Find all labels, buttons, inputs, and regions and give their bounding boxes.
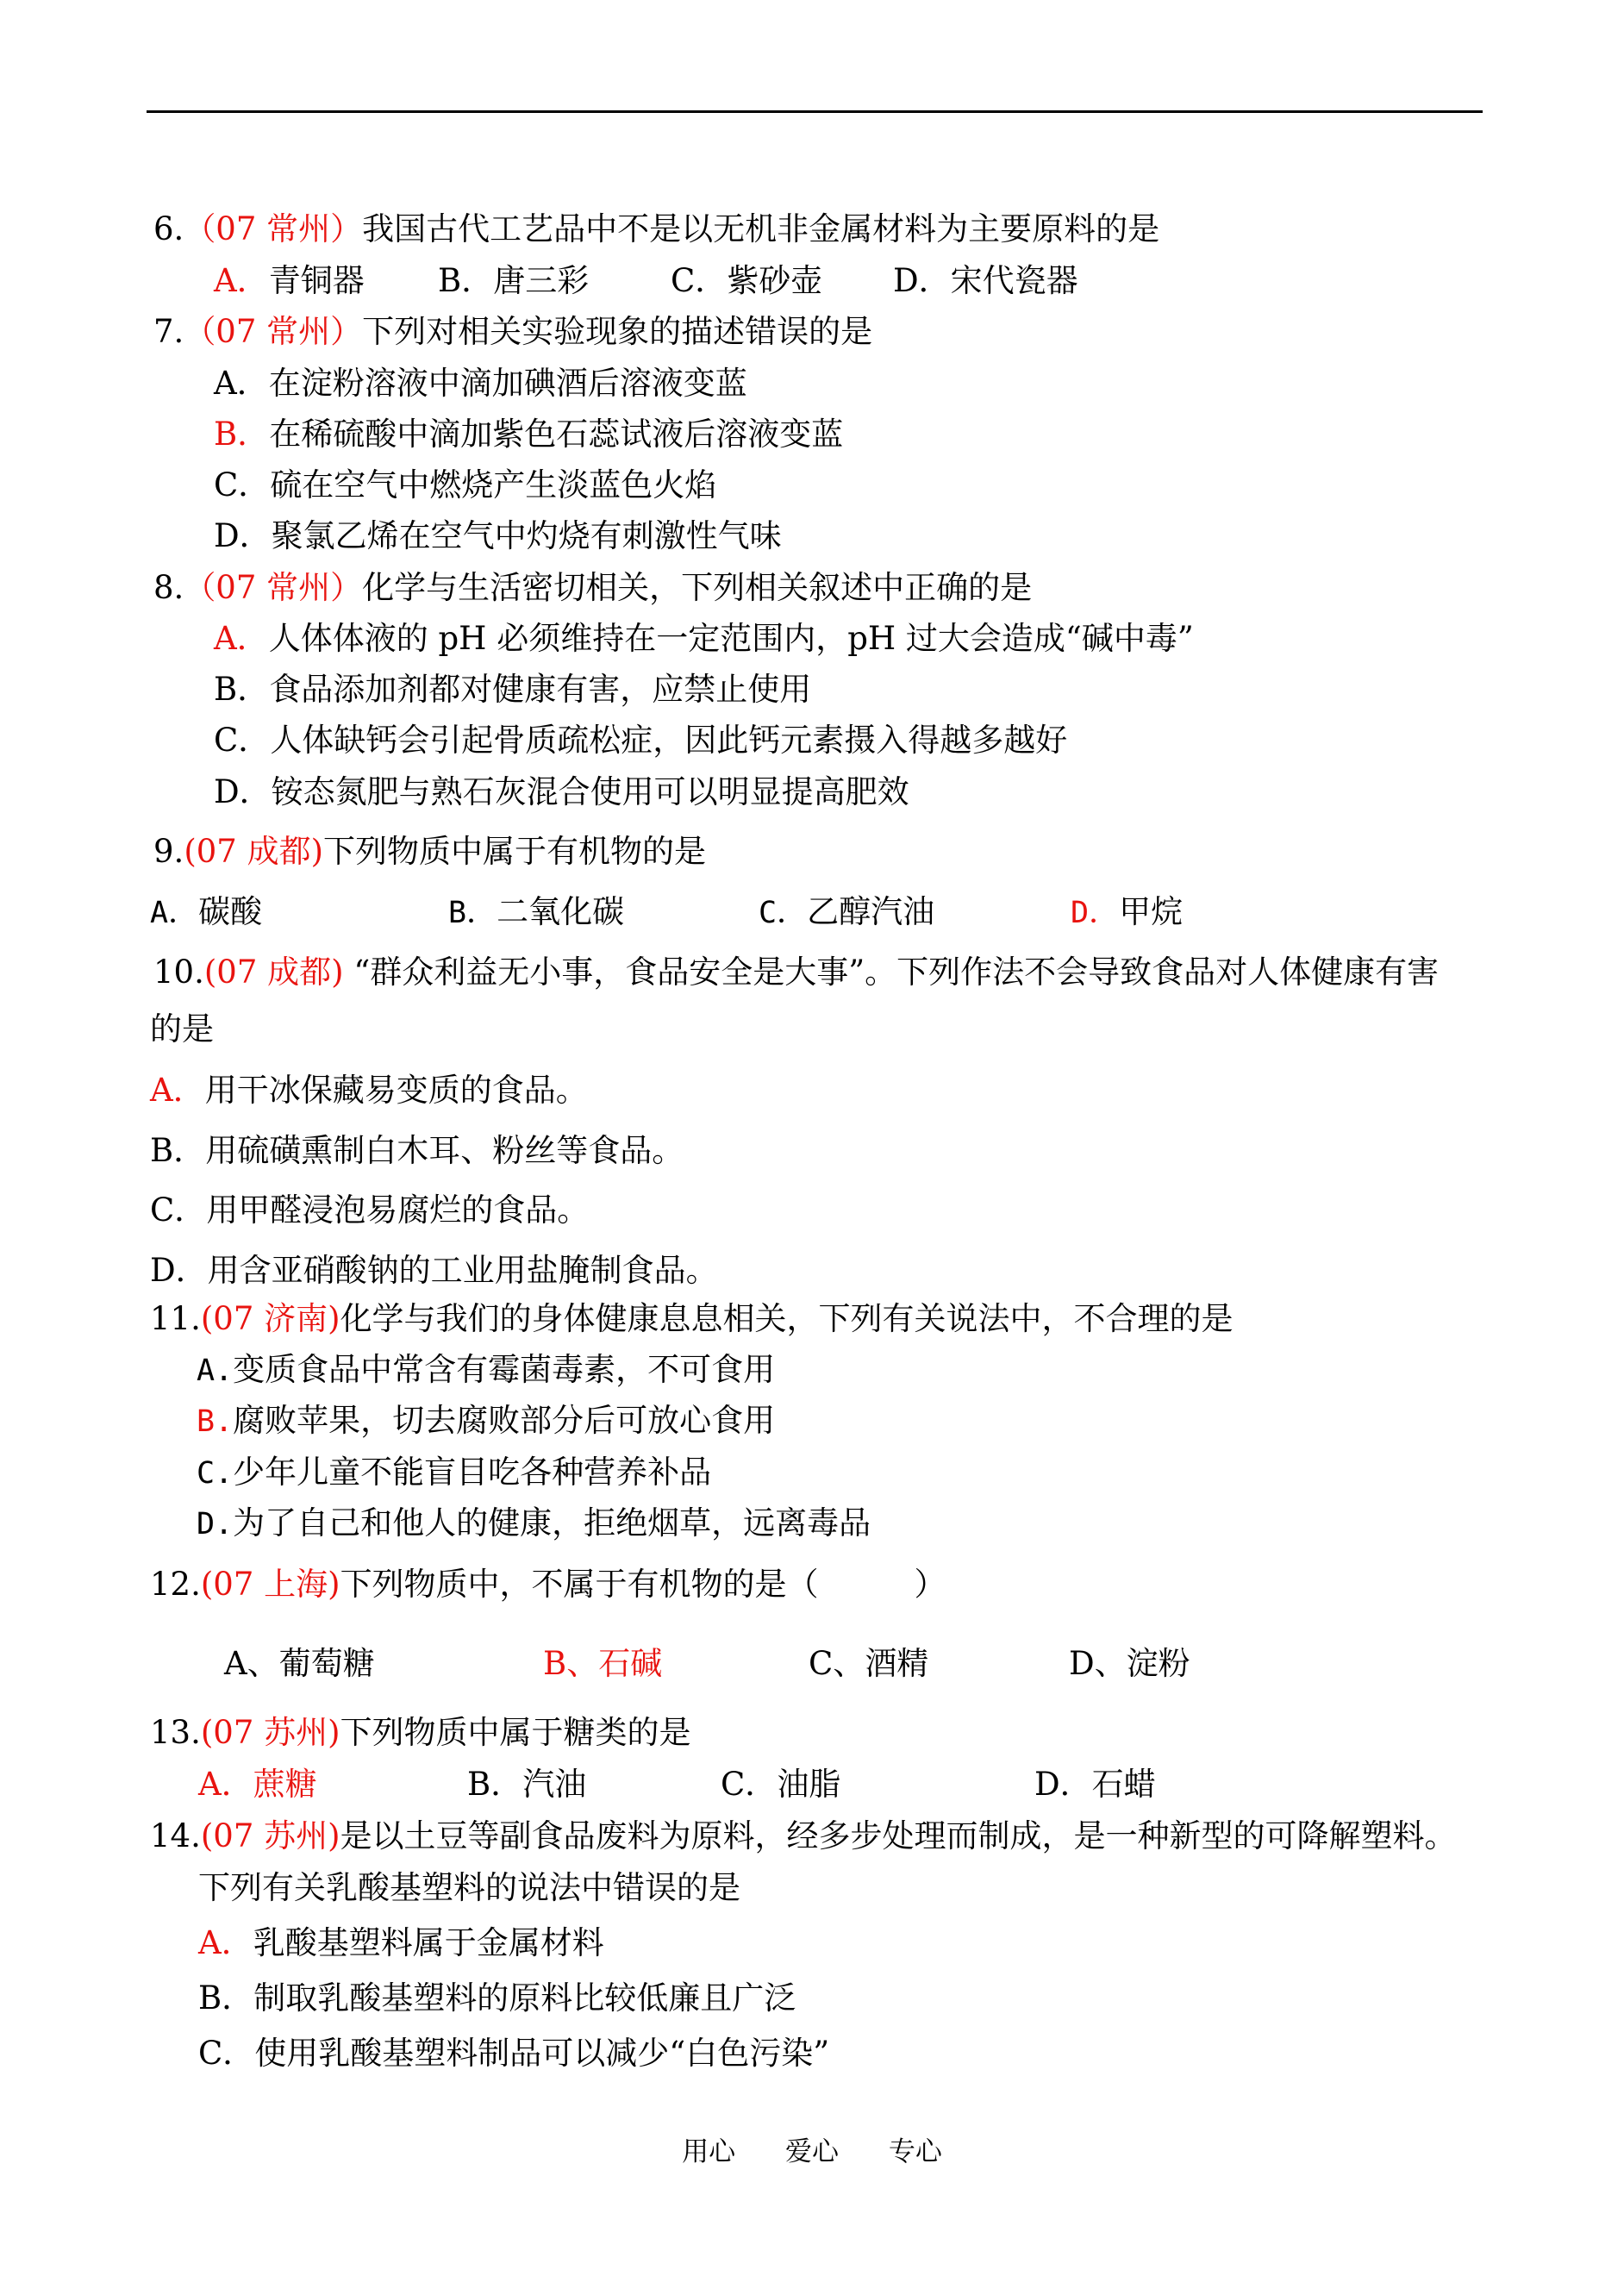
option-label: C． — [150, 1191, 207, 1229]
option-label: C． — [759, 896, 808, 930]
option-text: 为了自己和他人的健康，拒绝烟草，远离毒品 — [233, 1504, 871, 1541]
option-text: 石蜡 — [1091, 1766, 1156, 1803]
option-label: D． — [893, 262, 951, 299]
option-text: 制取乳酸基塑料的原料比较低廉且广泛 — [253, 1979, 796, 2017]
question-text: 的是 — [150, 1010, 214, 1047]
question-number: 14. — [150, 1817, 201, 1854]
footer-word: 爱心 — [785, 2136, 839, 2167]
option-label: B． — [214, 416, 270, 453]
option-label: B. — [197, 1404, 234, 1439]
question-13-option-a — [198, 1766, 317, 1804]
question-11-stem — [150, 1300, 1234, 1338]
option-text: 碳酸 — [198, 893, 263, 930]
option-label: B． — [448, 896, 497, 930]
question-8-option-b — [214, 671, 811, 709]
question-14-option-b — [198, 1979, 796, 2017]
option-text: 二氧化碳 — [497, 893, 625, 930]
header-rule — [147, 110, 1483, 113]
question-12-option-a — [224, 1645, 375, 1683]
option-label: D. — [197, 1507, 234, 1541]
question-11-option-b — [197, 1402, 775, 1441]
question-8-option-a — [214, 620, 1194, 658]
option-label: C． — [198, 2035, 255, 2072]
question-source: （07 常州） — [184, 210, 363, 247]
question-14-stem-continued — [198, 1869, 740, 1907]
option-text: 唐三彩 — [493, 262, 590, 299]
option-text: 人体体液的 pH 必须维持在一定范围内，pH 过大会造成“碱中毒” — [268, 620, 1194, 657]
footer-word: 用心 — [682, 2136, 736, 2167]
question-10-option-a — [150, 1072, 588, 1110]
question-14-option-c — [198, 2035, 829, 2073]
option-text: 甲烷 — [1119, 893, 1184, 930]
question-source: (07 成都) — [184, 833, 324, 870]
question-13-option-c — [721, 1766, 840, 1804]
question-10-stem-continued — [150, 1010, 214, 1048]
option-label: D、 — [1069, 1645, 1127, 1682]
question-9-option-b — [448, 893, 624, 932]
option-label: D． — [150, 1252, 208, 1289]
question-7-stem — [153, 313, 872, 351]
question-text: 化学与我们的身体健康息息相关，下列有关说法中，不合理的是 — [340, 1300, 1234, 1337]
question-12-option-b — [543, 1645, 662, 1683]
question-11-option-d — [197, 1504, 871, 1543]
option-text: 油脂 — [777, 1766, 841, 1803]
option-label: A． — [198, 1924, 253, 1961]
question-12-option-c — [809, 1645, 928, 1683]
option-text: 铵态氮肥与熟石灰混合使用可以明显提高肥效 — [271, 773, 909, 810]
option-text: 少年儿童不能盲目吃各种营养补品 — [233, 1454, 712, 1491]
question-9-option-c — [759, 893, 934, 932]
question-source: (07 济南) — [200, 1300, 340, 1337]
option-label: A． — [214, 262, 269, 299]
question-text: 下列物质中属于有机物的是 — [323, 833, 707, 870]
option-label: C． — [214, 722, 271, 759]
question-6-option-a — [214, 262, 365, 300]
option-text: 用干冰保藏易变质的食品。 — [204, 1072, 588, 1109]
question-13-option-d — [1034, 1766, 1156, 1804]
question-text: 下列对相关实验现象的描述错误的是 — [362, 313, 873, 350]
option-text: 在淀粉溶液中滴加碘酒后溶液变蓝 — [268, 365, 747, 402]
option-label: C． — [721, 1766, 778, 1803]
question-8-stem — [153, 569, 1032, 607]
option-text: 乙醇汽油 — [807, 893, 935, 930]
option-text: 食品添加剂都对健康有害，应禁止使用 — [269, 671, 812, 708]
question-14-stem — [150, 1817, 1457, 1855]
option-label: A． — [150, 896, 199, 930]
question-9-stem — [153, 833, 706, 871]
option-text: 酒精 — [865, 1645, 929, 1682]
option-label: C． — [214, 466, 271, 503]
question-7-option-b — [214, 416, 843, 453]
option-label: A． — [214, 365, 269, 402]
option-label: D． — [1034, 1766, 1092, 1803]
option-text: 用含亚硝酸钠的工业用盐腌制食品。 — [207, 1252, 718, 1289]
option-label: B． — [438, 262, 494, 299]
question-11-option-a — [197, 1351, 775, 1390]
option-label: A． — [198, 1766, 253, 1803]
question-9-option-d — [1071, 893, 1183, 932]
option-text: 用硫磺熏制白木耳、粉丝等食品。 — [205, 1132, 684, 1169]
question-6-stem — [153, 210, 1159, 248]
option-label: B． — [198, 1979, 254, 2017]
question-6-option-b — [438, 262, 589, 300]
question-7-option-c — [214, 466, 716, 504]
question-number: 7. — [153, 313, 184, 350]
question-text: 下列有关乳酸基塑料的说法中错误的是 — [198, 1869, 740, 1906]
question-13-option-b — [467, 1766, 586, 1804]
option-label: B、 — [543, 1645, 599, 1682]
question-14-option-a — [198, 1924, 604, 1962]
question-8-option-c — [214, 722, 1067, 760]
option-text: 石碱 — [598, 1645, 663, 1682]
question-text: “群众利益无小事，食品安全是大事”。下列作法不会导致食品对人体健康有害 — [343, 954, 1440, 991]
option-label: B． — [467, 1766, 523, 1803]
option-label: B． — [214, 671, 270, 708]
option-text: 葡萄糖 — [278, 1645, 375, 1682]
option-text: 乳酸基塑料属于金属材料 — [253, 1924, 604, 1961]
option-text: 变质食品中常含有霉菌毒素，不可食用 — [233, 1351, 776, 1388]
question-number: 6. — [153, 210, 184, 247]
option-label: A． — [150, 1072, 205, 1109]
option-label: A． — [214, 620, 269, 657]
question-10-stem — [153, 954, 1439, 991]
question-text: 我国古代工艺品中不是以无机非金属材料为主要原料的是 — [362, 210, 1160, 247]
option-text: 汽油 — [522, 1766, 587, 1803]
option-text: 腐败苹果，切去腐败部分后可放心食用 — [233, 1402, 776, 1439]
option-text: 宋代瓷器 — [950, 262, 1078, 299]
question-12-stem — [150, 1566, 946, 1604]
option-label: D． — [214, 517, 272, 554]
option-text: 硫在空气中燃烧产生淡蓝色火焰 — [270, 466, 717, 503]
question-text: 下列物质中，不属于有机物的是（ ） — [340, 1566, 946, 1603]
question-10-option-b — [150, 1132, 684, 1170]
question-8-option-d — [214, 773, 909, 811]
question-10-option-c — [150, 1191, 589, 1229]
option-text: 用甲醛浸泡易腐烂的食品。 — [206, 1191, 590, 1229]
question-source: (07 上海) — [200, 1566, 340, 1603]
option-text: 淀粉 — [1126, 1645, 1190, 1682]
question-text: 化学与生活密切相关，下列相关叙述中正确的是 — [362, 569, 1033, 606]
question-number: 11. — [150, 1300, 201, 1337]
option-text: 紫砂壶 — [727, 262, 823, 299]
question-number: 12. — [150, 1566, 201, 1603]
page-footer — [0, 2135, 1624, 2169]
option-label: A、 — [224, 1645, 279, 1682]
option-label: D． — [1071, 896, 1120, 930]
question-13-stem — [150, 1714, 691, 1752]
footer-word: 专心 — [888, 2136, 942, 2167]
question-6-option-c — [671, 262, 822, 300]
option-label: A. — [197, 1354, 234, 1388]
option-label: C． — [671, 262, 728, 299]
question-number: 13. — [150, 1714, 201, 1751]
option-text: 在稀硫酸中滴加紫色石蕊试液后溶液变蓝 — [269, 416, 844, 453]
question-source: (07 成都) — [203, 954, 344, 991]
question-number: 8. — [153, 569, 184, 606]
option-label: C. — [197, 1456, 234, 1491]
option-text: 聚氯乙烯在空气中灼烧有刺激性气味 — [271, 517, 782, 554]
question-12-option-d — [1069, 1645, 1190, 1683]
question-6-option-d — [893, 262, 1078, 300]
option-label: B． — [150, 1132, 206, 1169]
question-source: （07 常州） — [184, 313, 363, 350]
question-source: (07 苏州) — [200, 1817, 340, 1854]
question-9-option-a — [150, 893, 262, 932]
option-label: D． — [214, 773, 272, 810]
option-text: 人体缺钙会引起骨质疏松症，因此钙元素摄入得越多越好 — [270, 722, 1068, 759]
question-source: （07 常州） — [184, 569, 363, 606]
option-text: 蔗糖 — [253, 1766, 317, 1803]
question-text: 是以土豆等副食品废料为原料，经多步处理而制成，是一种新型的可降解塑料。 — [340, 1817, 1457, 1854]
question-7-option-d — [214, 517, 782, 555]
option-label: C、 — [809, 1645, 865, 1682]
question-7-option-a — [214, 365, 747, 403]
question-number: 10. — [153, 954, 204, 991]
question-source: (07 苏州) — [200, 1714, 340, 1751]
option-text: 使用乳酸基塑料制品可以减少“白色污染” — [254, 2035, 830, 2072]
question-10-option-d — [150, 1252, 718, 1290]
question-number: 9. — [153, 833, 184, 870]
question-11-option-c — [197, 1454, 711, 1492]
question-text: 下列物质中属于糖类的是 — [340, 1714, 691, 1751]
option-text: 青铜器 — [268, 262, 365, 299]
